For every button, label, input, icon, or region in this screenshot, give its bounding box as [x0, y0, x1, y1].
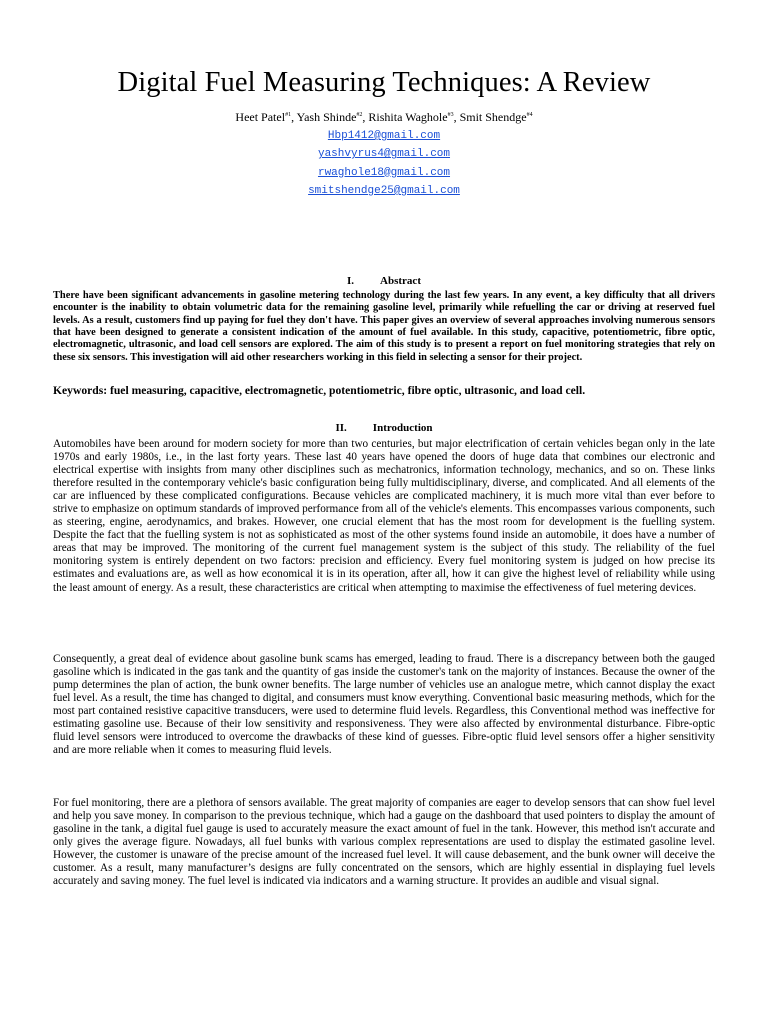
author-affiliation-mark: #4 — [526, 112, 533, 118]
author-name: Heet Patel — [235, 110, 286, 124]
section-title: Abstract — [380, 275, 421, 287]
section-title: Introduction — [372, 422, 433, 434]
body-paragraph: Consequently, a great deal of evidence about gasoline bunk scams has emerged, leading to fraud. There is a discrepancy between both the gauged gasoline which is indicated in the gas tank and the quantity of gas inside the customer's tank on the majority of instances. Because the owner of the pump determines the plan of action, the bunk owner benefits. The large number of vehicles use an analogue metre, which cannot display the exact fuel level. As a result, the time has changed to digital, and consumers must know everything. Conventional basic measuring methods, which for the most part contained resistive capacitive transducers, were used to determine fluid levels. Regardless, this Conventional method was ineffective for estimating gasoline use. Because of their low sensitivity and responsiveness. They were also affected by environmental disturbance. Fibre-optic fluid level sensors were introduced to overcome the drawbacks of these kind of guesses. Fibre-optic fluid level sensors offer a higher sensitivity and are more reliable when it comes to measuring fluid levels. — [53, 653, 715, 757]
author-list: Heet Patel$^{\#1}$, Yash Shinde$^{\#2}$, Rishita Waghole$^{\#3}$, Smit Shendge$^{\#4}$ — [235, 110, 533, 124]
abstract-heading — [0, 274, 768, 288]
body-paragraph: For fuel monitoring, there are a plethora of sensors available. The great majority of companies are eager to develop sensors that can show fuel level and help you save money. In comparison to the previous technique, which had a gauge on the dashboard that used pointers to display the amount of gasoline in the tank, a digital fuel gauge is used to accurately measure the exact amount of fuel in the tank. However, this method isn't accurate and only gives the average figure. Nowadays, all fuel bunks with various complex representations are used to display the estimated gasoline level. However, the customer is unaware of the precise amount of the increased fuel level. It will cause debasement, and the bunk owner will deceive the customer. As a result, many manufacturer’s designs are fully concentrated on the sensors, which are highly essential in displaying fuel levels accurately and saving money. The fuel level is indicated via indicators and a warning structure. It provides an audible and visual signal. — [53, 797, 715, 888]
author-emails — [53, 127, 715, 200]
section-number: I. — [347, 275, 355, 287]
author-affiliation-mark: #3 — [447, 112, 454, 118]
author-name: Smit Shendge — [459, 110, 527, 124]
body-paragraph: Automobiles have been around for modern society for more than two centuries, but major electrification of certain vehicles began only in the late 1970s and early 1980s, i.e., in the last forty years. These last 40 years have opened the doors of huge data that combines our electronic and electrical expertise with insights from many other disciplines such as mechatronics, information technology, mechanics, and so on. These links therefore resulted in the contemporary vehicle's basic configuration being fully multidisciplinary, diverse, and complicated. And all elements of the car are influenced by these complicated configurations. Because vehicles are complicated machinery, it is much more vital than ever before to strive to emphasize on optimum standards of improved performance from all of the vehicle's elements. This encompasses various components, such as steering, engine, aerodynamics, and brakes. However, one crucial element that has the most room for development is the fuelling system. Despite the fact that the fuelling system is not as sophisticated as most of the other systems found inside an automobile, it does have a number of areas that may be improved. The monitoring of the current fuel management system is the subject of this study. The reliability of the fuel monitoring system is entirely dependent on two factors: precision and efficiency. Every fuel monitoring system is judged on how precise its estimates and evaluations are, as well as how economical it is in its operation, after all, how it can give the highest level of reliability while using the least amount of energy. As a result, these characteristics are critical when attempting to maximise the effectiveness of fuel metering devices. — [53, 438, 716, 594]
keywords-line: Keywords: fuel measuring, capacitive, electromagnetic, potentiometric, fibre optic, ultrasonic, and load cell. — [53, 384, 586, 397]
author-affiliation-mark: #1 — [285, 112, 292, 118]
author-affiliation-mark: #2 — [356, 112, 363, 118]
author-name: Rishita Waghole — [368, 110, 448, 124]
paper-title: Digital Fuel Measuring Techniques: A Review — [117, 67, 651, 98]
section-number: II. — [335, 422, 347, 434]
email-link[interactable]: smitshendge25@gmail.com — [308, 184, 460, 197]
introduction-heading — [0, 421, 768, 435]
abstract-text: There have been significant advancements in gasoline metering technology during the last few years. In any event, a key difficulty that all drivers encounter is the inability to obtain volumetric data for the remaining gasoline level, primarily while refuelling the car or driving at reserved fuel levels. As a result, customers find up paying for fuel they don't have. This paper gives an overview of several approaches involving numerous sensors that have been designed to generate a consistent indication of the amount of fuel available. In this study, capacitive, potentiometric, fibre optic, electromagnetic, ultrasonic, and load cell sensors are explored. The aim of this study is to present a report on fuel monitoring strategies that rely on these six sensors. This investigation will aid other researchers working in this field in selecting a sensor for their project. — [53, 290, 715, 363]
email-link[interactable]: yashvyrus4@gmail.com — [317, 148, 451, 161]
email-link[interactable]: rwaghole18@gmail.com — [317, 166, 451, 179]
email-link[interactable]: Hbp1412@gmail.com — [327, 130, 441, 142]
author-name: Yash Shinde — [296, 110, 357, 124]
